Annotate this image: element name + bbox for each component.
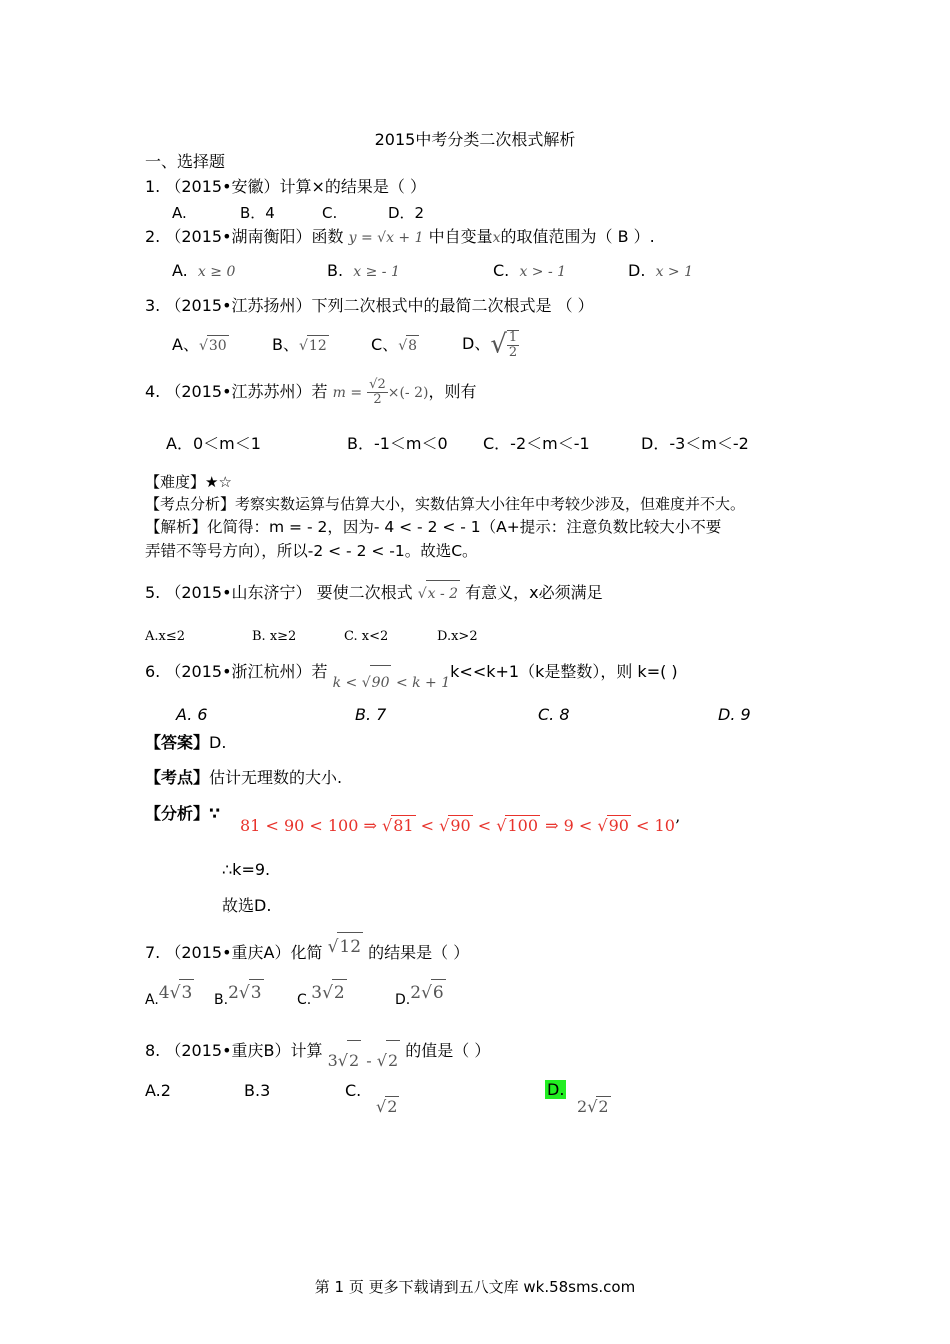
q1-option-d: D．2 [388,204,425,222]
q8-d-label-highlighted: D. [547,1080,565,1099]
q6-option-c: C. 8 [538,705,570,724]
q2-var: x [492,230,501,246]
q7-coef-c: 3 [311,983,323,1003]
q1-option-a: A. [172,204,187,222]
q4-fraction [367,378,388,407]
q3-frac-den: 2 [508,344,518,360]
q6-answer [145,733,226,753]
q7-stem [145,938,469,967]
q7-label-c: C. [297,992,312,1008]
q6-chain-lt2: < [477,816,492,835]
q8-option-c: C. [345,1081,362,1100]
q8-stem [145,1030,490,1071]
q6-option-d: D. 9 [718,705,751,724]
q5-stem [145,580,603,607]
page-footer: 第 1 页 更多下载请到五八文库 wk.58sms.com [314,1278,636,1296]
q7-radicand-c: 2 [332,979,347,1006]
q2-option-c [493,261,566,282]
q2-option-a [172,261,235,282]
q6-formula: k < √90 < k + 1 [333,675,451,691]
q7-coef-a: 4 [158,983,170,1003]
q2-option-d [628,261,693,282]
q6-formula-b: < k + 1 [395,675,451,691]
q3-option-c [371,335,419,356]
q3-radicand-b: 12 [307,335,329,356]
q8-radicand-1: 2 [347,1040,361,1081]
q6-chain-r81: 81 [393,816,414,835]
q8-option-c-value: √2 [376,1097,398,1116]
q6-analysis-chain: 81 < 90 < 100 ⇒ √81 < √90 < √100 ⇒ 9 < √90 < 10’ [240,816,680,835]
q4-difficulty: 【难度】★☆ [145,473,232,491]
q2-suffix: 的取值范围为（ B ）. [500,227,655,246]
q3-label-a: A、 [172,335,199,354]
q7-radicand-a: 3 [179,979,194,1006]
q2-opt-c-expr: x > - 1 [519,264,567,280]
q5-prefix: 5. （2015•山东济宁） 要使二次根式 [145,583,413,602]
q3-stem: 3. （2015•江苏扬州）下列二次根式中的最简二次根式是 （ ） [145,296,594,315]
q3-fraction-d [507,330,519,360]
q6-chain-comma: ’ [674,816,680,835]
q8-d-radicand: 2 [598,1097,609,1116]
q6-option-b: B. 7 [355,705,387,724]
q7-suffix: 的结果是（ ） [368,943,470,962]
q6-chain-implies: ⇒ 9 < [545,816,593,835]
q2-formula: y = √x + 1 [348,230,424,246]
q3-option-a [172,335,229,356]
q6-formula-a: k < [332,675,358,691]
q5-suffix: 有意义，x必须满足 [465,583,603,602]
q7-coef-b: 2 [228,983,239,1003]
q2-mid: 中自变量 [428,227,493,246]
q6-analysis-label-text: 【分析】∵ [145,804,221,823]
q7-option-a: A.4√3 [145,985,194,1013]
q6-option-a: A. 6 [176,705,208,724]
q2-option-b [327,261,400,282]
q6-answer-value: D. [209,733,227,752]
q2-opt-d-expr: x > 1 [655,264,694,280]
q7-label-a: A. [145,992,159,1008]
q5-option-d: D.x>2 [437,629,478,644]
q7-label-b: B. [214,992,229,1008]
q8-prefix: 8. （2015•重庆B）计算 [145,1041,323,1060]
q7-prefix: 7. （2015•重庆A）化简 [145,943,323,962]
q6-point-label: 【考点】 [145,768,210,787]
q2-label-a: A. [172,261,188,280]
q4-jiexi-line1: 【解析】化简得：m = - 2，因为- 4 < - 2 < - 1（A+提示：注意负数比较大小不要 [145,518,722,536]
q6-chain-r100: 100 [507,816,539,835]
q8-formula: 3√2 - √2 [328,1051,401,1070]
q2-opt-b-expr: x ≥ - 1 [353,264,400,280]
q6-point-value: 估计无理数的大小. [209,768,343,787]
q6-therefore: ∴k=9. [222,860,271,879]
q3-label-b: B、 [272,335,299,354]
q7-radical: √12 [328,937,363,957]
q5-option-a: A.x≤2 [145,629,186,644]
q6-point [145,768,342,788]
section-heading: 一、选择题 [145,152,226,171]
q1-option-c: C. [322,204,338,222]
q8-radicand-2: 2 [386,1040,400,1081]
q8-c-radicand: 2 [387,1097,398,1116]
q6-chain-ineq: 81 < 90 < 100 ⇒ [240,816,377,835]
q1-stem: 1. （2015•安徽）计算×的结果是（ ） [145,177,427,196]
q6-choose: 故选D. [222,896,272,915]
q4-option-b: B．-1＜m＜0 [347,434,448,453]
q3-radical-b: √12 [299,338,329,354]
q5-radical: √x - 2 [418,586,460,602]
q3-label-d: D、 [462,334,491,353]
q3-radicand-a: 30 [207,335,229,356]
q1-option-b: B．4 [240,204,275,222]
q6-chain-r90b: 90 [608,816,629,835]
q7-coef-d: 2 [410,983,422,1003]
q5-option-c: C. x<2 [344,629,389,644]
q7-option-c: C.3√2 [297,985,347,1013]
q2-prefix: 2. （2015•湖南衡阳）函数 [145,227,344,246]
q4-frac-den: 2 [373,392,382,407]
q4-frac-num: √2 [369,377,386,392]
q8-coef: 3 [327,1051,338,1070]
q7-option-d: D.2√6 [395,985,446,1013]
q8-option-d-value: 2√2 [577,1097,609,1116]
q3-radicand-c: 8 [406,335,419,356]
q7-label-d: D. [395,992,411,1008]
q7-option-b: B.2√3 [214,985,264,1013]
q3-radical-a: √30 [199,338,229,354]
q3-option-b [272,335,329,356]
q6-answer-label: 【答案】 [145,733,210,752]
q4-option-c: C．-2＜m＜-1 [483,434,590,453]
q6-suffix: k<<k+1（k是整数），则 k=( ) [450,662,678,681]
q3-radical-c: √8 [398,338,419,354]
q6-analysis-label [145,804,220,824]
q8-option-a: A.2 [145,1081,171,1100]
q4-rhs: ×(- 2) [387,385,429,401]
q6-chain-end: < 10 [636,816,675,835]
q2-opt-a-expr: x ≥ 0 [197,264,236,280]
q4-jiexi-line2: 弄错不等号方向），所以-2 < - 2 < -1。故选C。 [145,542,478,560]
q4-point-analysis: 【考点分析】考察实数运算与估算大小，实数估算大小往年中考较少涉及，但难度并不大。 [145,495,746,513]
page-title: 2015中考分类二次根式解析 [374,130,576,149]
q3-label-c: C、 [371,335,399,354]
q7-radicand: 12 [337,932,363,961]
q8-suffix: 的值是（ ） [405,1041,491,1060]
q4-option-d: D．-3＜m＜-2 [641,434,749,453]
q4-suffix: ，则有 [428,382,477,401]
q8-minus: - [366,1051,372,1070]
q8-option-b: B.3 [244,1081,271,1100]
q6-chain-r90: 90 [450,816,471,835]
q3-option-d [462,326,519,363]
q8-d-coef: 2 [577,1097,588,1116]
q2-label-b: B. [327,261,344,280]
q5-option-b: B. x≥2 [252,629,297,644]
q6-prefix: 6. （2015•浙江杭州）若 [145,662,328,681]
q6-radicand: 90 [370,665,392,700]
q6-stem [145,655,678,690]
q4-prefix: 4. （2015•江苏苏州）若 [145,382,328,401]
q4-option-a: A．0＜m＜1 [166,434,261,453]
q5-radicand: x - 2 [426,580,460,607]
q4-stem [145,374,477,411]
q6-chain-lt1: < [420,816,435,835]
q3-frac-num: 1 [508,329,518,345]
q2-stem [145,227,655,248]
q2-label-c: C. [493,261,510,280]
q3-radical-sign-d: √ [490,329,507,360]
q7-radicand-b: 3 [249,979,264,1006]
q2-label-d: D. [628,261,646,280]
q4-lhs: m = [332,385,363,401]
q8-option-d [545,1080,566,1100]
q7-radicand-d: 6 [431,979,446,1006]
